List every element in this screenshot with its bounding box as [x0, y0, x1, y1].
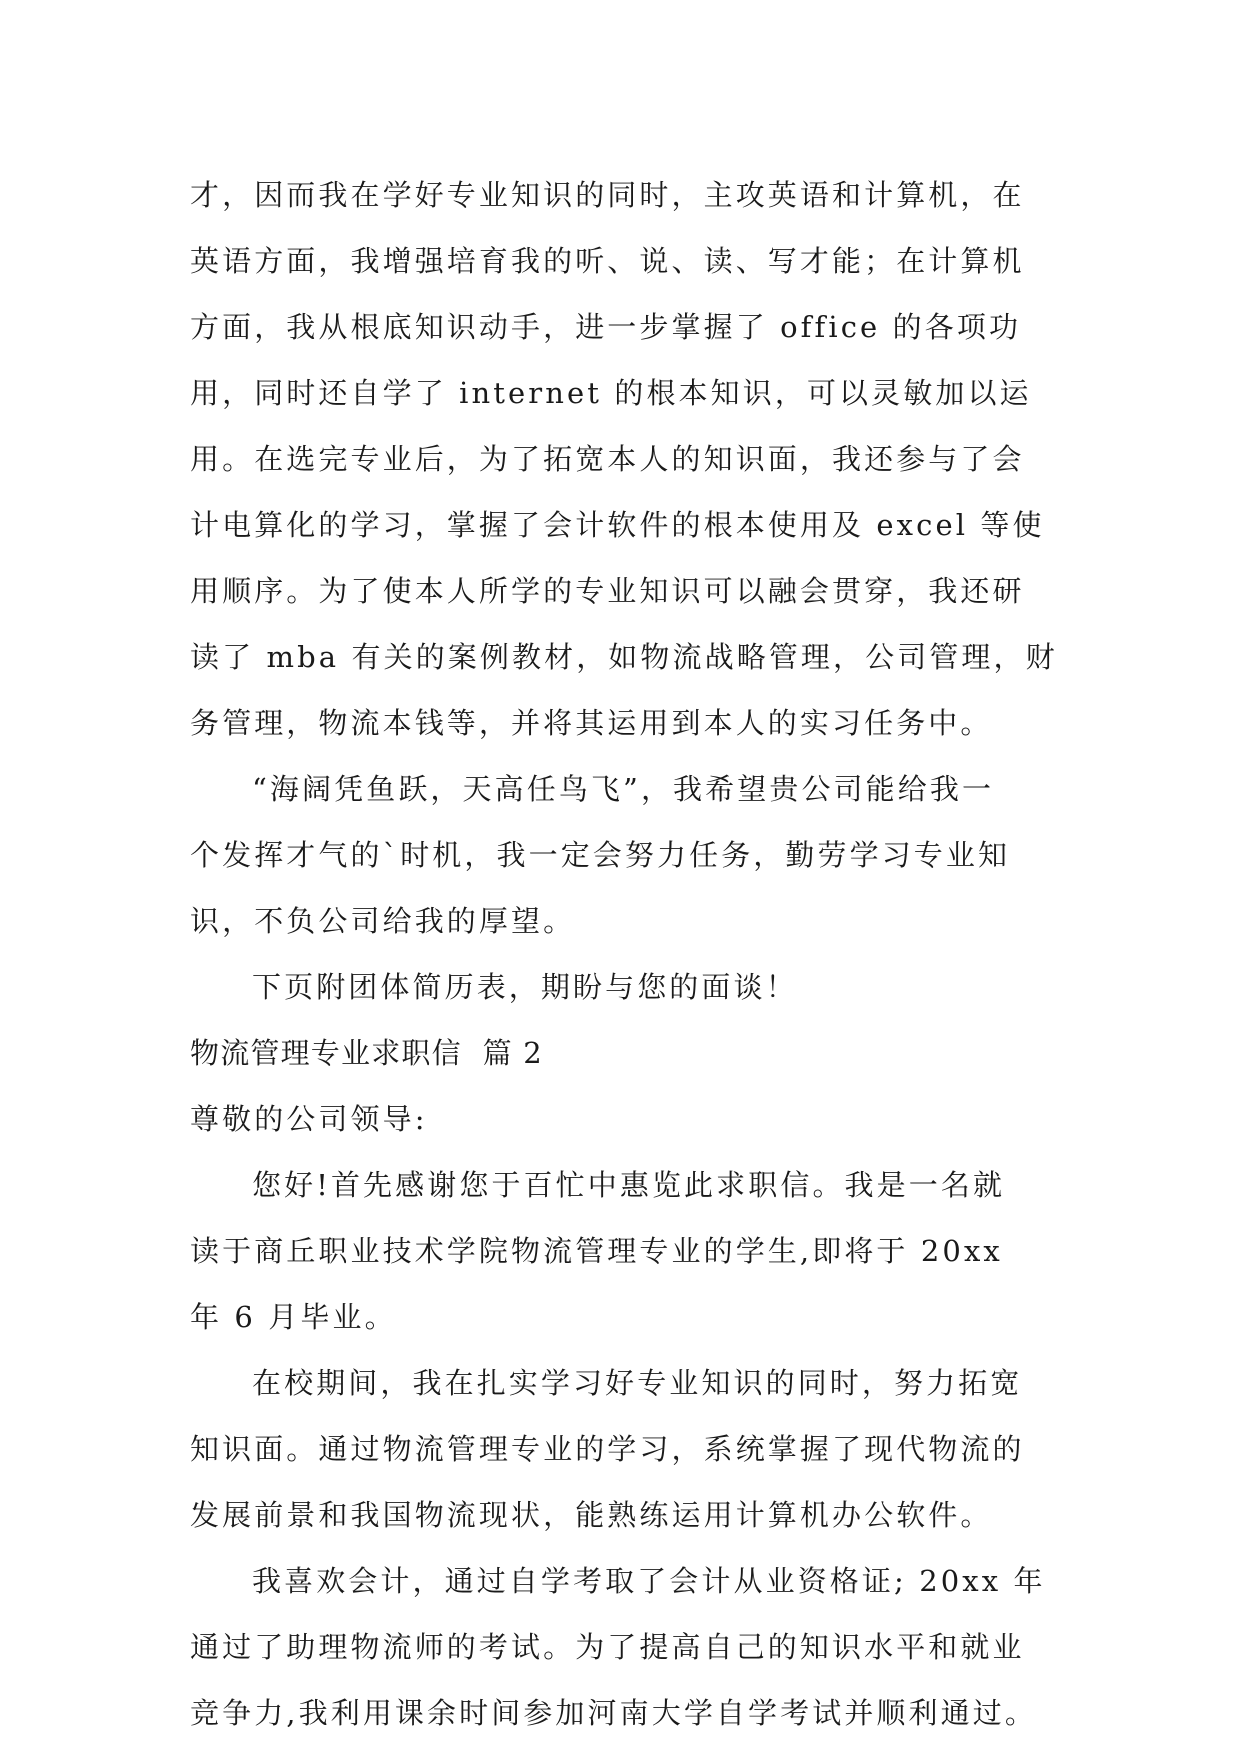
paragraph [190, 954, 1050, 1020]
document-body [190, 162, 1058, 1746]
text-line: 知识面。通过物流管理专业的学习，系统掌握了现代物流的 [190, 1432, 1025, 1466]
text-line: 发展前景和我国物流现状，能熟练运用计算机办公软件。 [190, 1498, 993, 1532]
salutation: 尊敬的公司领导: [190, 1102, 428, 1136]
text-line: 用，同时还自学了 internet 的根本知识，可以灵敏加以运 [190, 376, 1032, 410]
text-line: 读于商丘职业技术学院物流管理专业的学生,即将于 20xx [190, 1234, 1003, 1268]
paragraph [190, 162, 1058, 756]
text-line: 竞争力,我利用课余时间参加河南大学自学考试并顺利通过。 [190, 1696, 1037, 1730]
text-line: 您好!首先感谢您于百忙中惠览此求职信。我是一名就 [252, 1168, 1006, 1202]
text-line: 通过了助理物流师的考试。为了提高自己的知识水平和就业 [190, 1630, 1025, 1664]
text-line: 用。在选完专业后，为了拓宽本人的知识面，我还参与了会 [190, 442, 1025, 476]
text-line: 方面，我从根底知识动手，进一步掌握了 office 的各项功 [190, 310, 1022, 344]
section-heading: 物流管理专业求职信 篇 2 [190, 1036, 543, 1070]
paragraph [190, 1350, 1050, 1548]
text-line: “海阔凭鱼跃，天高任鸟飞”，我希望贵公司能给我一 [252, 772, 995, 806]
text-line: 读了 mba 有关的案例教材，如物流战略管理，公司管理，财 [190, 640, 1058, 674]
paragraph [190, 1152, 1050, 1350]
paragraph [190, 756, 1050, 954]
paragraph [190, 1548, 1050, 1746]
text-line: 识，不负公司给我的厚望。 [190, 904, 576, 938]
text-line: 英语方面，我增强培育我的听、说、读、写才能；在计算机 [190, 244, 1025, 278]
text-line: 计电算化的学习，掌握了会计软件的根本使用及 excel 等使 [190, 508, 1045, 542]
text-line: 下页附团体简历表，期盼与您的面谈！ [252, 970, 798, 1004]
text-line: 在校期间，我在扎实学习好专业知识的同时，努力拓宽 [252, 1366, 1023, 1400]
text-line: 个发挥才气的`时机，我一定会努力任务，勤劳学习专业知 [190, 838, 1011, 872]
text-line: 用顺序。为了使本人所学的专业知识可以融会贯穿，我还研 [190, 574, 1025, 608]
text-line: 才，因而我在学好专业知识的同时，主攻英语和计算机，在 [190, 178, 1025, 212]
text-line: 务管理，物流本钱等，并将其运用到本人的实习任务中。 [190, 706, 993, 740]
text-line: 年 6 月毕业。 [190, 1300, 397, 1334]
text-line: 我喜欢会计，通过自学考取了会计从业资格证; 20xx 年 [252, 1564, 1046, 1598]
